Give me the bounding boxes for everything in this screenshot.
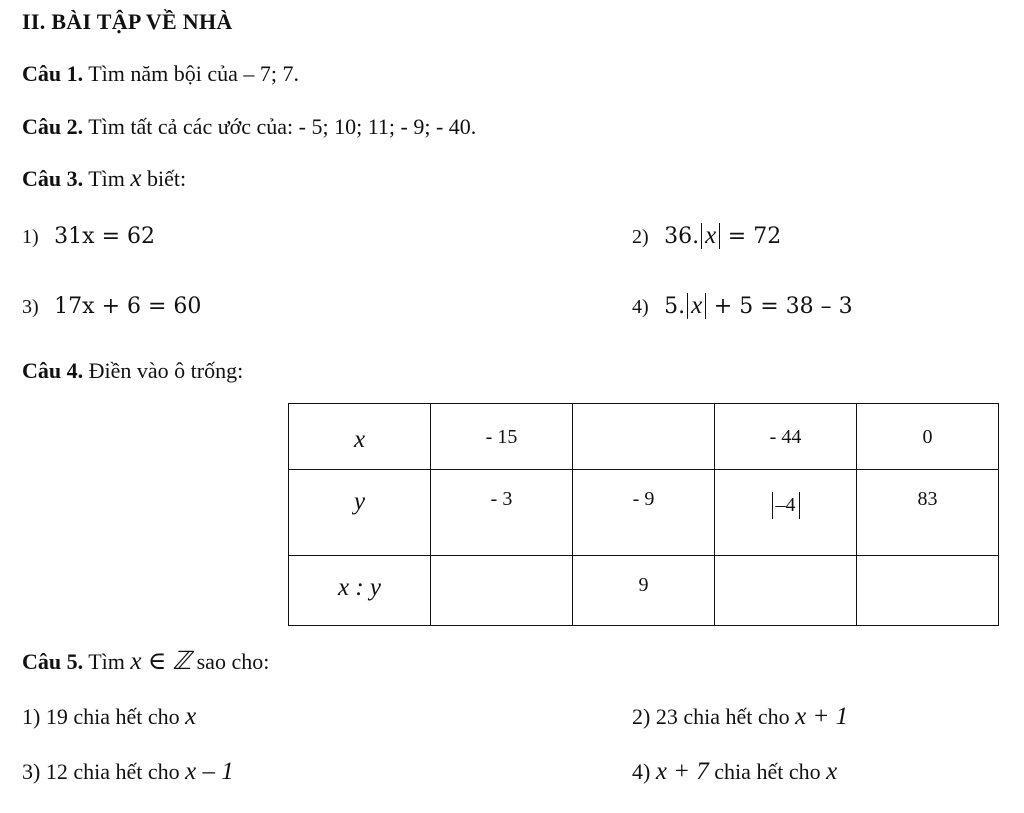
table-cell: - 44 bbox=[715, 404, 857, 470]
q5-item-3-text: 12 chia hết cho bbox=[45, 759, 180, 784]
q3-item-3-number: 3) bbox=[22, 296, 39, 318]
question-5-text-after: sao cho: bbox=[196, 649, 270, 674]
table-cell-blank bbox=[857, 556, 999, 626]
q3-item-1-expression: 31x = 62 bbox=[54, 224, 155, 249]
table-cell-blank bbox=[715, 556, 857, 626]
table-row-quotient bbox=[289, 556, 999, 626]
table-cell-blank bbox=[573, 404, 715, 470]
q3-item-2-pre: 36. bbox=[664, 224, 700, 249]
q3-item-1 bbox=[22, 222, 155, 251]
q5-item-1-expression: x bbox=[185, 703, 197, 730]
q3-item-3 bbox=[22, 292, 201, 321]
q5-item-2-expression: x + 1 bbox=[795, 703, 849, 730]
question-3-variable: x bbox=[130, 165, 142, 192]
q3-item-4-post: + 5 = 38 – 3 bbox=[713, 294, 853, 319]
q3-item-4-absolute-value: x bbox=[687, 293, 706, 319]
question-2-text: Tìm tất cả các ước của: - 5; 10; 11; - 9; - 40. bbox=[88, 114, 477, 139]
q5-item-2 bbox=[632, 703, 848, 731]
question-5-label: Câu 5. bbox=[22, 649, 84, 674]
question-2 bbox=[22, 113, 476, 141]
table-cell: 0 bbox=[857, 404, 999, 470]
question-2-label: Câu 2. bbox=[22, 114, 84, 139]
question-3 bbox=[22, 165, 186, 193]
question-3-text-before: Tìm bbox=[88, 166, 125, 191]
section-heading: II. BÀI TẬP VỀ NHÀ bbox=[22, 9, 233, 34]
q3-item-2-post: = 72 bbox=[727, 224, 782, 249]
fill-in-table bbox=[288, 403, 999, 626]
q3-item-3-expression: 17x + 6 = 60 bbox=[54, 294, 202, 319]
q5-item-1 bbox=[22, 703, 196, 731]
table-row-y bbox=[289, 470, 999, 556]
q5-item-2-text: 23 chia hết cho bbox=[655, 704, 790, 729]
question-4 bbox=[22, 357, 243, 385]
q3-item-2-absolute-value: x bbox=[701, 223, 720, 249]
table-cell-blank bbox=[431, 556, 573, 626]
question-5-condition: x ∈ ℤ bbox=[130, 648, 192, 675]
question-1-label: Câu 1. bbox=[22, 61, 84, 86]
q5-item-4-number: 4) bbox=[632, 759, 651, 784]
question-4-text: Điền vào ô trống: bbox=[88, 358, 244, 383]
question-3-text-after: biết: bbox=[147, 166, 187, 191]
table-cell-absolute bbox=[715, 470, 857, 556]
table-row-x bbox=[289, 404, 999, 470]
row-header-y: y bbox=[289, 470, 431, 556]
q5-item-2-number: 2) bbox=[632, 704, 651, 729]
table-cell: - 3 bbox=[431, 470, 573, 556]
question-1-text: Tìm năm bội của – 7; 7. bbox=[88, 61, 300, 86]
absolute-value-cell: –4 bbox=[772, 492, 800, 519]
q5-item-1-number: 1) bbox=[22, 704, 41, 729]
q3-item-4 bbox=[632, 292, 853, 321]
q3-item-2 bbox=[632, 222, 781, 251]
row-header-x: x bbox=[289, 404, 431, 470]
table-cell: 9 bbox=[573, 556, 715, 626]
table-cell: - 15 bbox=[431, 404, 573, 470]
q5-item-3-number: 3) bbox=[22, 759, 41, 784]
q5-item-4 bbox=[632, 758, 837, 786]
question-5 bbox=[22, 648, 269, 676]
q5-item-1-text: 19 chia hết cho bbox=[45, 704, 180, 729]
q5-item-4-expression: x + 7 bbox=[655, 758, 709, 785]
q5-item-4-expression-2: x bbox=[826, 758, 838, 785]
q3-item-1-number: 1) bbox=[22, 226, 39, 248]
q3-item-4-pre: 5. bbox=[664, 294, 686, 319]
question-3-label: Câu 3. bbox=[22, 166, 84, 191]
q5-item-3 bbox=[22, 758, 234, 786]
question-4-label: Câu 4. bbox=[22, 358, 84, 383]
q3-item-4-number: 4) bbox=[632, 296, 649, 318]
row-header-quotient: x : y bbox=[289, 556, 431, 626]
q5-item-3-expression: x – 1 bbox=[185, 758, 234, 785]
q3-item-2-number: 2) bbox=[632, 226, 649, 248]
q5-item-4-text: chia hết cho bbox=[714, 759, 821, 784]
question-5-text-before: Tìm bbox=[88, 649, 125, 674]
table-cell: 83 bbox=[857, 470, 999, 556]
table-cell: - 9 bbox=[573, 470, 715, 556]
question-1 bbox=[22, 60, 299, 88]
